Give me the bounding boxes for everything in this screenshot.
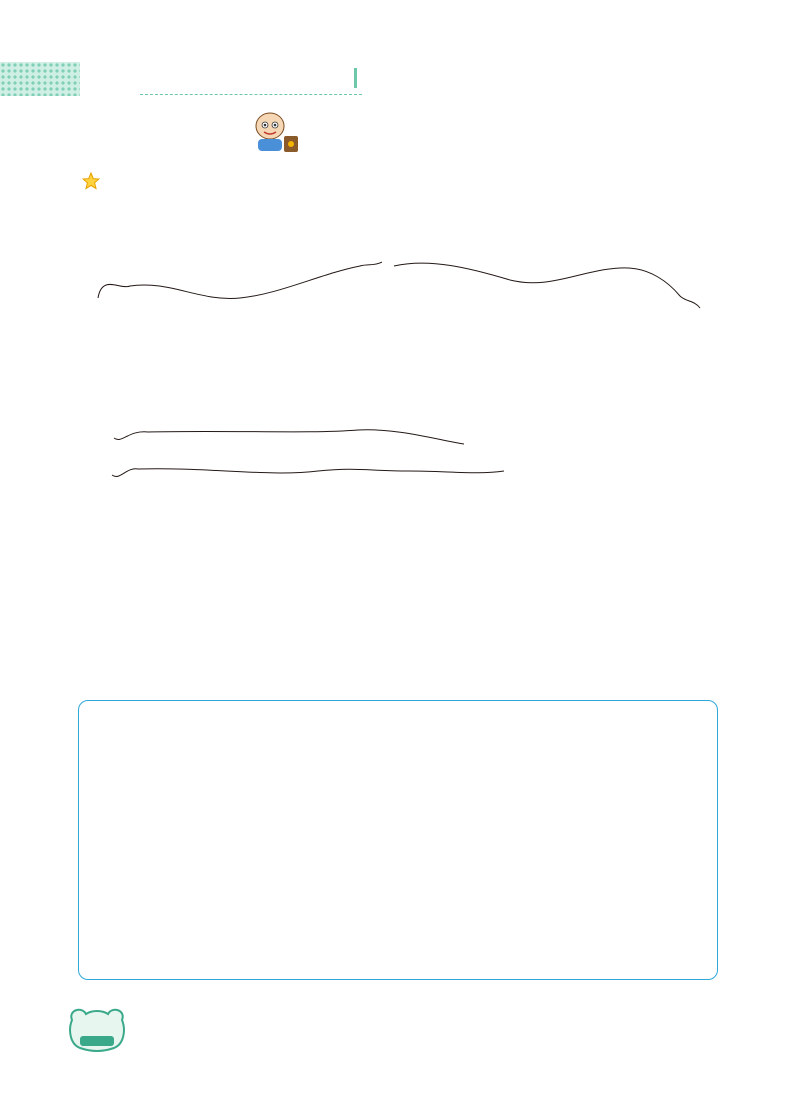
example-bead-strings <box>90 254 710 318</box>
header-bar-decoration <box>354 68 363 88</box>
brand-logo <box>80 62 132 96</box>
star-icon <box>82 172 100 190</box>
page-badge <box>66 1006 128 1052</box>
header-divider <box>140 94 362 95</box>
row-1-bead-string <box>108 420 468 452</box>
row-2-bead-string <box>108 455 508 487</box>
header-dot-pattern <box>0 62 80 96</box>
answer-beads <box>272 331 394 349</box>
section-number <box>296 114 330 152</box>
yang-hui-triangle <box>500 725 722 897</box>
